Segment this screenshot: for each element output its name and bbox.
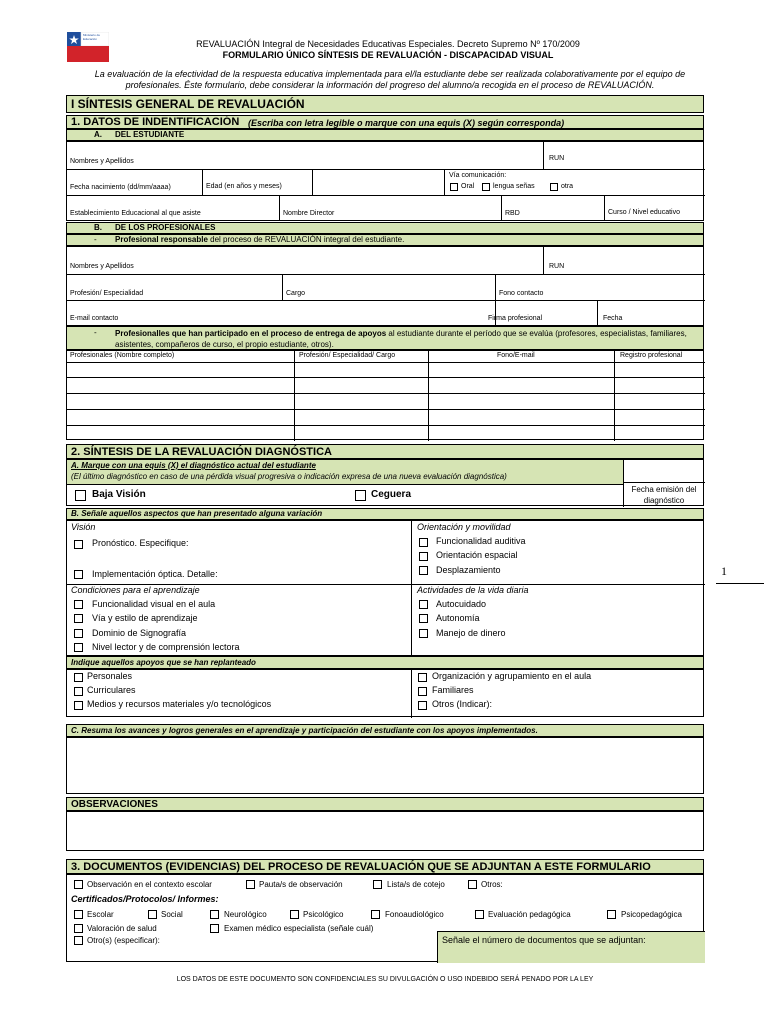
- doc-checkbox-otros[interactable]: [468, 880, 477, 889]
- doc-checkbox-fonoaudiologico[interactable]: [371, 910, 380, 919]
- doc-checkbox-psicologico[interactable]: [290, 910, 299, 919]
- page-number-line: [716, 583, 764, 584]
- doc-checkbox-valoracion[interactable]: [74, 924, 83, 933]
- act-checkbox-3[interactable]: [419, 629, 428, 638]
- firma-label: Firma profesional: [488, 315, 543, 322]
- section-3-title: 3. DOCUMENTOS (EVIDENCIAS) DEL PROCESO DE REVALUACIÓN QUE SE ADJUNTAN A ESTE FORMULARIO: [66, 859, 704, 874]
- curso-label: Curso / Nivel educativo: [608, 209, 680, 216]
- implementacion-label: Implementación óptica. Detalle:: [92, 569, 218, 579]
- actividades-heading: Actividades de la vida diaria: [417, 585, 529, 595]
- via-label: Vía comunicación:: [449, 172, 507, 179]
- director-label: Nombre Director: [283, 210, 335, 217]
- doc-checkbox-evaluacion[interactable]: [475, 910, 484, 919]
- baja-vision-checkbox[interactable]: [75, 490, 86, 501]
- col-header-registro: Registro profesional: [620, 352, 683, 359]
- header-line-1: REVALUACIÓN Integral de Necesidades Educativas Especiales. Decreto Supremo Nº 170/2009: [196, 39, 580, 49]
- fono-label: Fono contacto: [499, 290, 544, 297]
- lengua-senas-checkbox[interactable]: [482, 183, 490, 191]
- ministry-logo: [67, 32, 109, 62]
- intro-text: La evaluación de la efectividad de la respuesta educativa implementada para el/la estudiante debe ser realizada colaborativamente por el equipo de profesionales. Éste formulario, debe considerar la información del progreso del alumno/a recogida en el proceso de REVALUACIÓN.: [94, 69, 686, 90]
- observaciones-header: OBSERVACIONES: [66, 797, 704, 811]
- nombres-label: Nombres y Apellidos: [70, 158, 134, 165]
- orient-espacial-checkbox[interactable]: [419, 552, 428, 561]
- doc-checkbox-lista[interactable]: [373, 880, 382, 889]
- doc-checkbox-pauta[interactable]: [246, 880, 255, 889]
- cargo-label: Cargo: [286, 290, 306, 297]
- documentos-grid: Observación en el contexto escolar Pauta/s de observación Lista/s de cotejo Otros: Certificados/Protocolos/ Informes: Escolar Social Neurológico Psicológico Fonoaudiológico Evaluación pedagógica Psicopedagógica Valoración de salud Examen médico especialista (señale cuál) Otro(s) (especificar): Señale el número de documentos que se adjuntan:: [66, 874, 704, 962]
- otra-checkbox[interactable]: [550, 183, 558, 191]
- apoyo-right-checkbox-2[interactable]: [418, 687, 427, 696]
- run-label: RUN: [549, 155, 565, 162]
- doc-checkbox-otros-especificar[interactable]: [74, 936, 83, 945]
- numero-documentos-box[interactable]: Señale el número de documentos que se adjuntan:: [437, 931, 705, 963]
- ceguera-checkbox[interactable]: [355, 490, 366, 501]
- logo-text: Ministerio de Educación: [83, 33, 101, 41]
- apoyos-grid: Personales Curriculares Medios y recursos materiales y/o tecnológicos Organización y agrupamiento en el aula Familiares Otros (Indicar):: [66, 669, 704, 717]
- fecha-label: Fecha: [603, 315, 623, 322]
- profesionales-header: B. DE LOS PROFESIONALES: [66, 222, 704, 234]
- edad-label: Edad (en años y meses): [206, 183, 282, 190]
- footer-text: LOS DATOS DE ESTE DOCUMENTO SON CONFIDENCIALES SU DIVULGACIÓN O USO INDEBIDO SERÁ PENADO POR LA LEY: [176, 976, 594, 983]
- cond-checkbox-2[interactable]: [74, 614, 83, 623]
- observaciones-textarea[interactable]: [66, 811, 704, 851]
- estudiante-grid: Nombres y Apellidos RUN Fecha nacimiento (dd/mm/aaaa) Edad (en años y meses) Vía comunicación: Oral lengua señas otra Establecimiento Educacional al que asiste Nombre Director RBD Curso / Nivel educativo: [66, 141, 704, 221]
- prof-nombres-label: Nombres y Apellidos: [70, 263, 134, 270]
- prof-run-label: RUN: [549, 263, 565, 270]
- col-header-fono: Fono/E-mail: [497, 352, 535, 359]
- diagnostico-note: (El último diagnóstico en caso de una pérdida visual progresiva o indicación expresa de una nueva evaluación diagnóstica): [71, 472, 507, 481]
- datos-note: (Escriba con letra legible o marque con una equis (X) según corresponda): [248, 118, 565, 128]
- doc-checkbox-neurologico[interactable]: [210, 910, 219, 919]
- condiciones-heading: Condiciones para el aprendizaje: [71, 585, 200, 595]
- cond-checkbox-4[interactable]: [74, 643, 83, 652]
- estudiante-header: A. DEL ESTUDIANTE: [66, 129, 704, 141]
- resumen-textarea[interactable]: [66, 737, 704, 794]
- pronostico-label: Pronóstico. Especifique:: [92, 538, 189, 548]
- doc-checkbox-examen[interactable]: [210, 924, 219, 933]
- section-1-title: I SÍNTESIS GENERAL DE REVALUACIÓN: [66, 95, 704, 113]
- oral-checkbox[interactable]: [450, 183, 458, 191]
- func-auditiva-checkbox[interactable]: [419, 538, 428, 547]
- fecha-nacimiento-label: Fecha nacimiento (dd/mm/aaaa): [70, 184, 171, 191]
- doc-checkbox-escolar[interactable]: [74, 910, 83, 919]
- orientacion-heading: Orientación y movilidad: [417, 522, 511, 532]
- diagnostico-title: A. Marque con una equis (X) el diagnóstico actual del estudiante: [71, 461, 316, 470]
- datos-header: [66, 115, 704, 129]
- doc-checkbox-social[interactable]: [148, 910, 157, 919]
- fecha-emision-label: Fecha emisión del diagnóstico: [631, 485, 697, 505]
- aspectos-grid: Visión Pronóstico. Especifique: Implementación óptica. Detalle: Orientación y movilidad Funcionalidad auditiva Orientación espacial Desplazamiento Condiciones para el aprendizaje Funcionalidad visual en el aula Vía y estilo de aprendizaje Dominio de Signografía Nivel lector y de comprensión lectora Actividades de la vida diaria Autocuidado Autonomía Manejo de dinero: [66, 520, 704, 656]
- profesion-label: Profesión/ Especialidad: [70, 290, 144, 297]
- desplazamiento-checkbox[interactable]: [419, 566, 428, 575]
- vision-heading: Visión: [71, 522, 96, 532]
- cond-checkbox-3[interactable]: [74, 629, 83, 638]
- header-line-2: FORMULARIO ÚNICO SÍNTESIS DE REVALUACIÓN - DISCAPACIDAD VISUAL: [222, 50, 554, 60]
- page-number: 1: [721, 564, 727, 578]
- col-header-profesionales: Profesionales (Nombre completo): [70, 352, 175, 359]
- baja-vision-label: Baja Visión: [92, 489, 146, 500]
- diagnostico-block: [66, 459, 704, 506]
- doc-checkbox-observacion[interactable]: [74, 880, 83, 889]
- doc-checkbox-psicopedagogica[interactable]: [607, 910, 616, 919]
- certificados-heading: Certificados/Protocolos/ Informes:: [71, 894, 219, 904]
- pronostico-checkbox[interactable]: [74, 540, 83, 549]
- apoyo-left-checkbox-1[interactable]: [74, 673, 83, 682]
- apoyo-right-checkbox-3[interactable]: [418, 701, 427, 710]
- datos-title: 1. DATOS DE INDENTIFICACIÓN: [71, 116, 240, 128]
- implementacion-checkbox[interactable]: [74, 570, 83, 579]
- aspectos-header: B. Señale aquellos aspectos que han presentado alguna variación: [66, 508, 704, 520]
- section-2-title: 2. SÍNTESIS DE LA REVALUACIÓN DIAGNÓSTICA: [66, 444, 704, 459]
- establecimiento-label: Establecimiento Educacional al que asiste: [70, 210, 201, 217]
- col-header-profesion: Profesión/ Especialidad/ Cargo: [299, 352, 396, 359]
- rbd-label: RBD: [505, 210, 520, 217]
- participantes-table: [66, 350, 704, 440]
- apoyo-left-checkbox-3[interactable]: [74, 701, 83, 710]
- responsable-grid: [66, 246, 704, 326]
- apoyos-header: Indique aquellos apoyos que se han replanteado: [66, 656, 704, 669]
- email-label: E-mail contacto: [70, 315, 119, 322]
- responsable-row: - Profesional responsable del proceso de REVALUACIÓN integral del estudiante.: [66, 234, 704, 246]
- resumen-header: C. Resuma los avances y logros generales en el aprendizaje y participación del estudiante con los apoyos implementados.: [66, 724, 704, 737]
- apoyo-left-checkbox-2[interactable]: [74, 687, 83, 696]
- ceguera-label: Ceguera: [371, 489, 412, 500]
- cond-checkbox-1[interactable]: [74, 600, 83, 609]
- apoyo-right-checkbox-1[interactable]: [418, 673, 427, 682]
- act-checkbox-2[interactable]: [419, 614, 428, 623]
- participantes-row: - Profesionalles que han participado en el proceso de entrega de apoyos al estudiante durante el período que se evalúa (profesores, especialistas, familiares, asistentes, compañeros de curso, el propio estudiante, otros).: [66, 326, 704, 350]
- act-checkbox-1[interactable]: [419, 600, 428, 609]
